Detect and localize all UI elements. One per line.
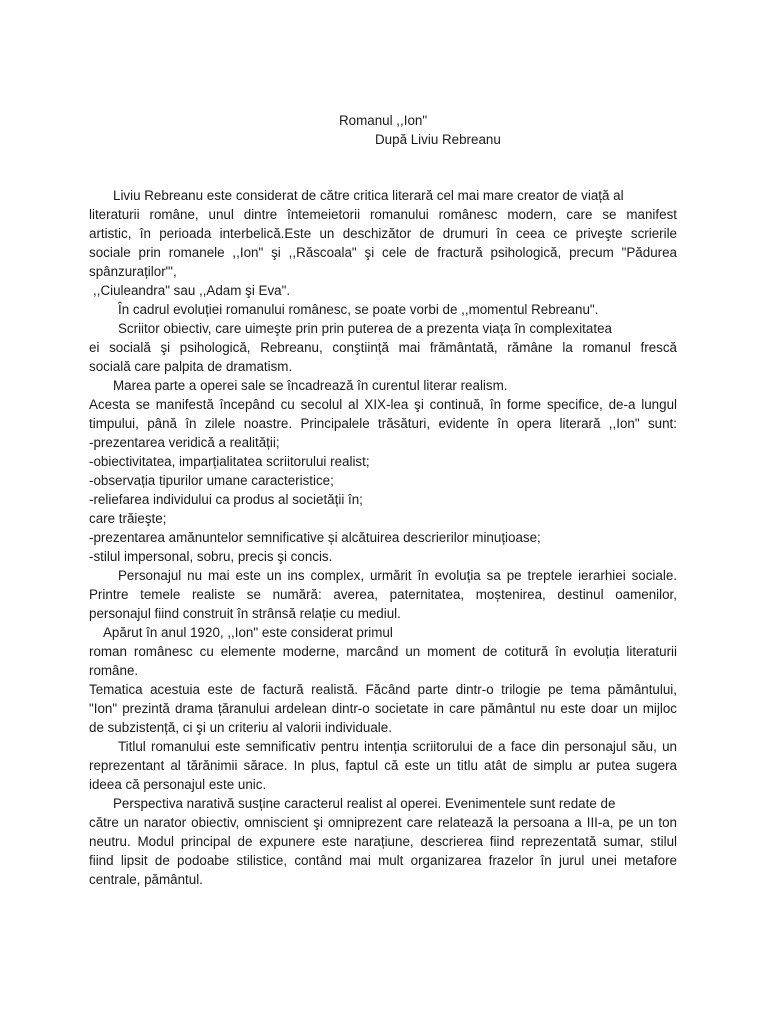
body-line: neutru. Modul principal de expunere este narațiune, descrierea fiind reprezentată sumar, stilul — [89, 834, 677, 849]
body-line: ideea că personajul este unic. — [89, 777, 267, 792]
body-line: Scriitor obiectiv, care uimeşte prin prin puterea de a prezenta viața în complexitatea — [118, 321, 612, 336]
body-line: Tematica acestuia este de factură realistă. Făcând parte dintr-o trilogie pe tema pământului, — [89, 682, 677, 697]
body-line: sociale prin romanele ,,Ion" şi ,,Răscoala" şi cele de fractură psihologică, precum "Pădurea — [89, 245, 677, 260]
body-line: ei socială şi psihologică, Rebreanu, conştiință mai frământată, rămâne la romanul frescă — [89, 340, 677, 355]
body-line: literaturii române, unul dintre întemeietorii romanului românesc modern, care se manifest — [89, 207, 677, 222]
body-line: personajul fiind construit în strânsă relație cu mediul. — [89, 606, 401, 621]
body-line: de subzistență, ci şi un criteriu al valorii individuale. — [89, 720, 392, 735]
body-line: Marea parte a operei sale se încadrează în curentul literar realism. — [113, 378, 508, 393]
body-line: -prezentarea veridică a realității; — [89, 435, 280, 450]
body-line: -prezentarea amănuntelor semnificative și alcătuirea descrierilor minuțioase; — [89, 530, 541, 545]
body-line: ,,Ciuleandra" sau ,,Adam şi Eva". — [93, 283, 291, 298]
body-line: Liviu Rebreanu este considerat de către critica literară cel mai mare creator de viață al — [113, 188, 624, 203]
body-line: Apărut în anul 1920, ,,Ion" este considerat primul — [103, 625, 393, 640]
body-line: -obiectivitatea, imparțialitatea scriitorului realist; — [89, 454, 370, 469]
body-line: române. — [89, 663, 139, 678]
body-line: În cadrul evoluției romanului românesc, se poate vorbi de ,,momentul Rebreanu". — [118, 302, 599, 317]
body-line: reprezentant al tărănimii sărace. In plus, faptul că este un titlu atât de simplu ar putea sugera — [89, 758, 677, 773]
body-line: fiind lipsit de podoabe stilistice, contând mai mult organizarea frazelor în jurul unei metafore — [89, 853, 677, 868]
body-line: -reliefarea individului ca produs al societății în; — [89, 492, 363, 507]
body-line: socială care palpita de dramatism. — [89, 359, 293, 374]
document-subtitle: După Liviu Rebreanu — [375, 132, 501, 147]
body-line: artistic, în perioada interbelică.Este un deschizător de drumuri în ceea ce priveşte scrierile — [89, 226, 677, 241]
body-line: timpului, până în zilele noastre. Principalele trăsături, evidente în opera literară ,,Ion" sunt: — [89, 416, 677, 431]
body-line: centrale, pământul. — [89, 872, 203, 887]
body-line: Personajul nu mai este un ins complex, urmărit în evoluția sa pe treptele ierarhiei sociale. — [118, 568, 677, 583]
body-line: Titlul romanului este semnificativ pentru intenția scriitorului de a face din personajul său, un — [118, 739, 677, 754]
body-line: -stilul impersonal, sobru, precis şi concis. — [89, 549, 333, 564]
body-line: -observația tipurilor umane caracteristice; — [89, 473, 334, 488]
body-line: către un narator obiectiv, omniscient şi omniprezent care relatează la persoana a III-a, pe un ton — [89, 815, 677, 830]
body-line: Printre temele realiste se numără: averea, paternitatea, moștenirea, destinul oamenilor, — [89, 587, 677, 602]
body-line: roman românesc cu elemente moderne, marcând un moment de cotitură în evoluția literaturii — [89, 644, 677, 659]
body-line: Perspectiva narativă susține caracterul realist al operei. Evenimentele sunt redate de — [113, 796, 616, 811]
body-line: Acesta se manifestă începând cu secolul al XIX-lea şi continuă, în forme specifice, de-a lungul — [89, 397, 677, 412]
body-line: "Ion" prezintă drama țăranului ardelean dintr-o societate in care pământul nu este doar un mijloc — [89, 701, 677, 716]
body-line: spânzuraților"', — [89, 264, 177, 279]
document-title: Romanul ,,Ion" — [339, 113, 428, 128]
body-line: care trăieşte; — [89, 511, 167, 526]
